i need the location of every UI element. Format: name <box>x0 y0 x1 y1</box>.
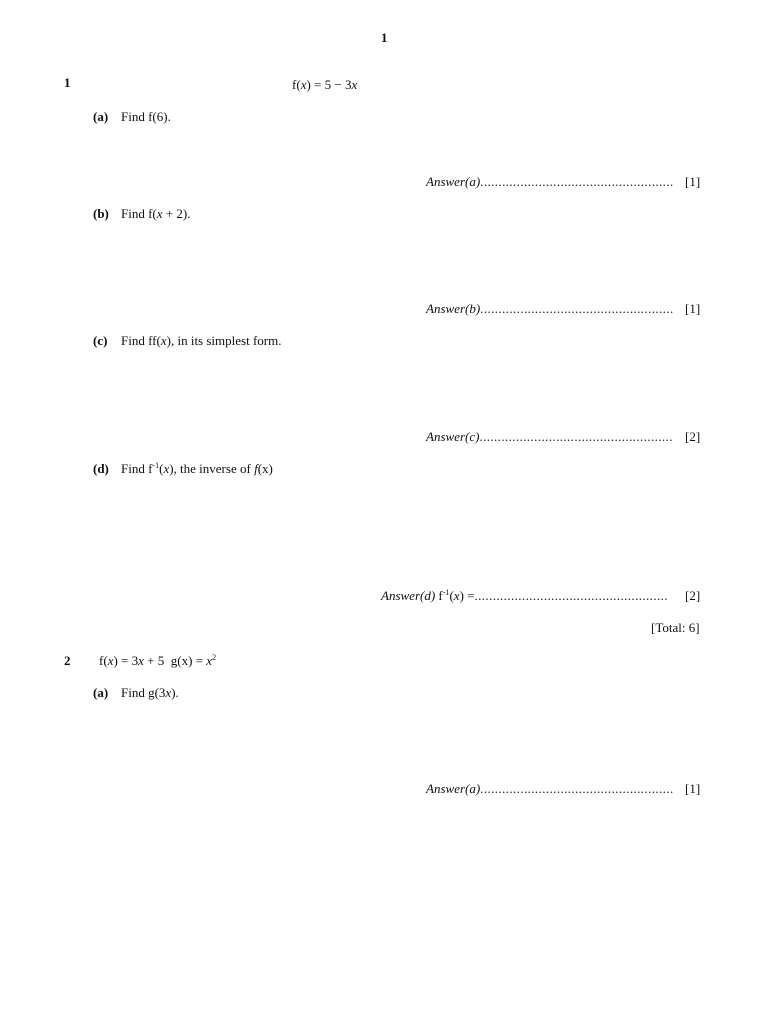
q1-part-a <box>93 110 171 123</box>
part-text: Find f(6). <box>121 109 171 124</box>
question-2-number: 2 <box>64 653 71 668</box>
q2-function-definitions: f(x) = 3x + 5 $g(x) = x^2$ <box>99 653 217 668</box>
answer-dots: ..................................................... <box>480 781 674 796</box>
q1-part-b: (b) Find f(x + 2). <box>93 206 191 221</box>
answer-dots: ..................................................... <box>474 588 668 603</box>
part-label: (a) <box>93 685 109 700</box>
q2-part-a: (a) Find g(3x). <box>93 685 179 700</box>
q1-answer-b-line[interactable] <box>426 302 674 315</box>
answer-label: Answer(b) <box>426 301 481 316</box>
answer-dots: ..................................................... <box>480 174 674 189</box>
q1-total: [Total: 6] <box>651 620 700 635</box>
answer-dots: ..................................................... <box>480 301 674 316</box>
part-label: (a) <box>93 109 109 124</box>
part-label: (c) <box>93 333 108 348</box>
q2-answer-a-line[interactable] <box>426 782 674 795</box>
q1-answer-d-line[interactable]: Answer(d) $f^{-1}(x)$ =..................................................... <box>381 588 668 603</box>
q1-answer-c-line[interactable] <box>426 430 673 443</box>
q1-answer-a-line[interactable] <box>426 175 674 188</box>
answer-label: Answer(d) <box>381 588 436 603</box>
answer-label: Answer(c) <box>426 429 480 444</box>
answer-label: Answer(a) <box>426 174 481 189</box>
q2-marks-a: [1] <box>685 781 701 796</box>
q1-marks-c: [2] <box>685 429 701 444</box>
answer-label: Answer(a) <box>426 781 481 796</box>
q1-part-d: (d) Find $f^{-1}(x)$, the inverse of f(x) <box>93 461 273 476</box>
part-label: (b) <box>93 206 109 221</box>
q1-marks-d: [2] <box>685 588 701 603</box>
q1-marks-b: [1] <box>685 301 701 316</box>
q1-part-c: (c) Find ff(x), in its simplest form. <box>93 333 282 348</box>
question-1-number: 1 <box>64 75 71 90</box>
page-number: 1 <box>381 30 388 45</box>
q1-function-definition: f(x) = 5 − 3x <box>292 77 358 92</box>
part-label: (d) <box>93 461 109 476</box>
answer-dots: ..................................................... <box>479 429 673 444</box>
q1-marks-a: [1] <box>685 174 701 189</box>
